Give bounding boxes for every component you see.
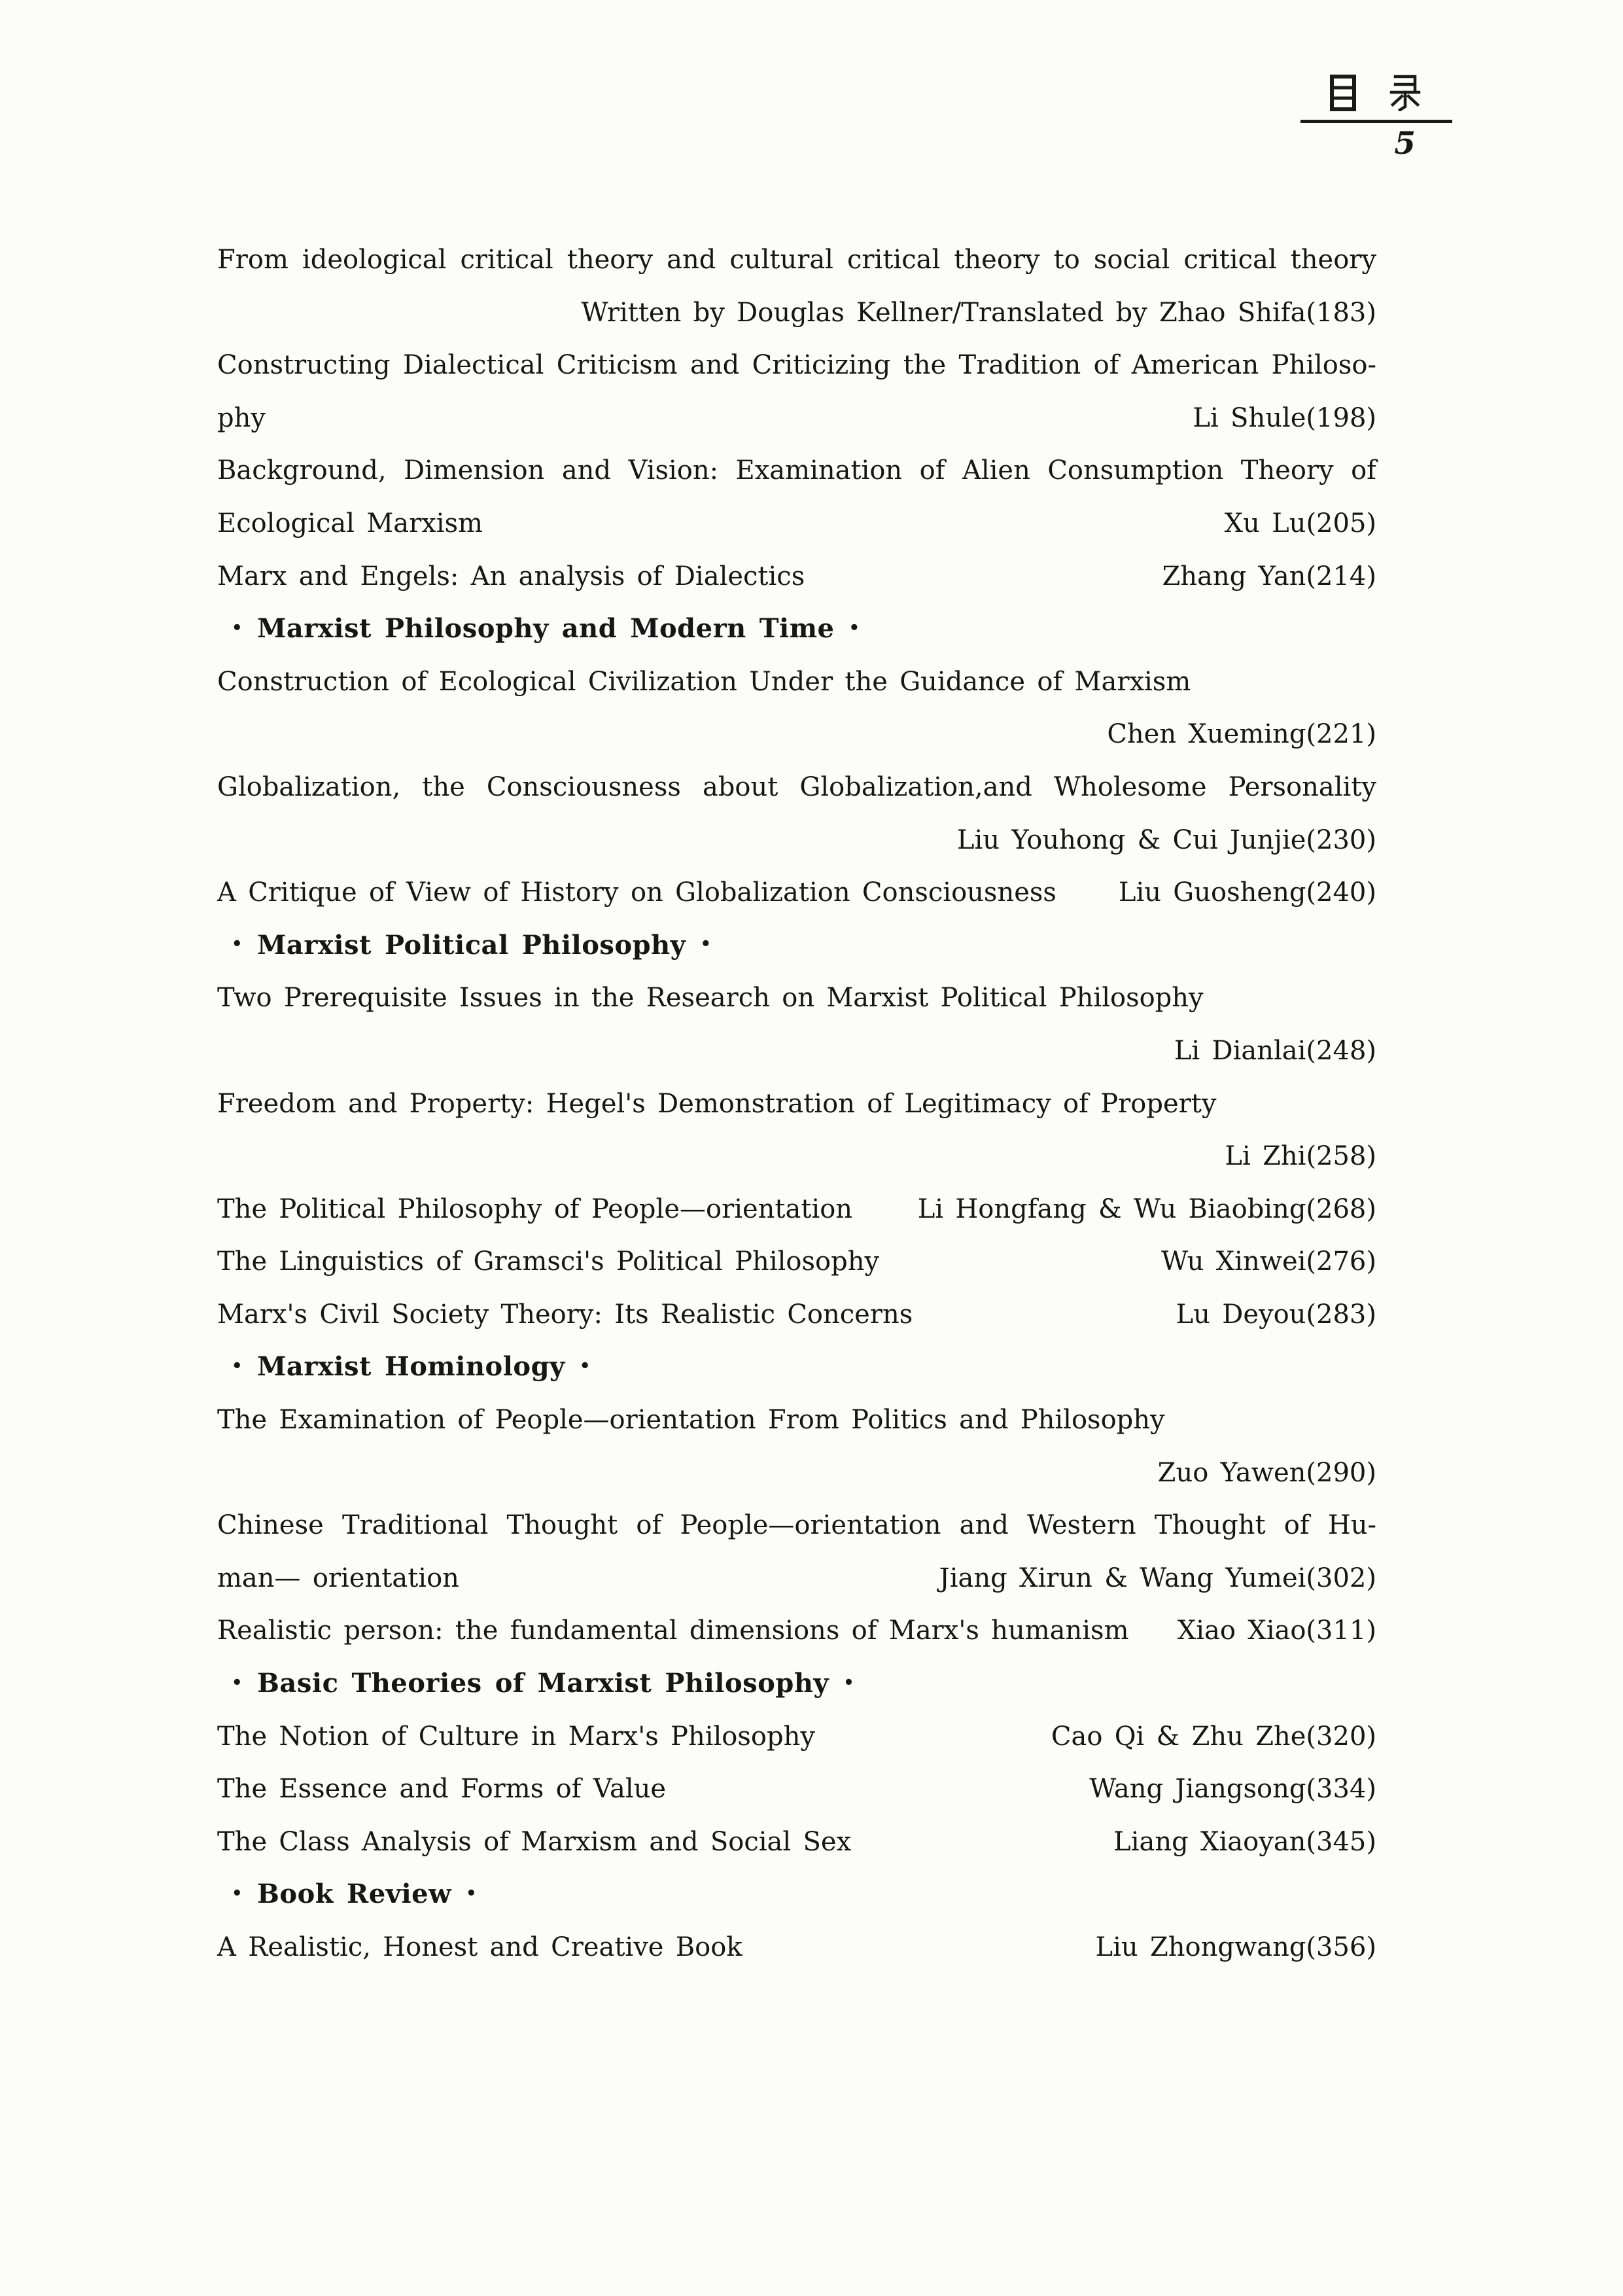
- toc-entry-title: The Notion of Culture in Marx's Philosophy: [217, 1721, 815, 1752]
- toc-entry: Constructing Dialectical Criticism and Criticizing the Tradition of American Philoso-: [217, 350, 1376, 381]
- toc-entry-author: Li Zhi(258): [1225, 1141, 1376, 1172]
- toc-entry: [217, 1183, 1376, 1236]
- toc-entry: Chinese Traditional Thought of People—orientation and Western Thought of Hu-: [217, 1510, 1376, 1541]
- bullet-dot: •: [232, 618, 243, 638]
- toc-entry-author: Chen Xueming(221): [1107, 719, 1376, 750]
- bullet-dot: •: [700, 934, 712, 955]
- toc-section-header: [217, 603, 1376, 656]
- mu-character-glyph: [1327, 75, 1360, 111]
- header-underline: [1300, 120, 1452, 123]
- toc-section-title: Marxist Political Philosophy: [257, 929, 686, 961]
- toc-entry-author: Cao Qi & Zhu Zhe(320): [1051, 1721, 1376, 1752]
- toc-entry: [217, 1288, 1376, 1341]
- lu-character-glyph: [1385, 73, 1425, 111]
- toc-entry-author: Li Dianlai(248): [1174, 1035, 1376, 1066]
- toc-entry-author: Zuo Yawen(290): [1157, 1457, 1376, 1488]
- toc-entry-title: phy: [217, 402, 266, 433]
- toc-entry-author: Jiang Xirun & Wang Yumei(302): [939, 1563, 1376, 1593]
- toc-entry-title: The Linguistics of Gramsci's Political Philosophy: [217, 1246, 880, 1277]
- toc-entry: The Examination of People—orientation From Politics and Philosophy: [217, 1405, 1165, 1436]
- toc-entry-title: Ecological Marxism: [217, 508, 483, 539]
- toc-entry-title: The Essence and Forms of Value: [217, 1774, 667, 1805]
- toc-entry-author: Wu Xinwei(276): [1161, 1246, 1376, 1277]
- toc-entry-author: Zhang Yan(214): [1162, 561, 1376, 592]
- toc-section-header: [217, 1868, 1376, 1921]
- toc-entry: [217, 550, 1376, 603]
- toc-entry: [217, 1921, 1376, 1974]
- bullet-dot: •: [232, 1672, 243, 1693]
- toc-section-header: [217, 1341, 1376, 1394]
- contents-header: [1300, 75, 1452, 162]
- bullet-dot: •: [466, 1884, 478, 1904]
- toc-entry: Two Prerequisite Issues in the Research on Marxist Political Philosophy: [217, 983, 1204, 1014]
- toc-entry-author: Liu Guosheng(240): [1118, 877, 1376, 908]
- toc-entry-author: Written by Douglas Kellner/Translated by Zhao Shifa(183): [581, 297, 1376, 328]
- bullet-dot: •: [232, 934, 243, 955]
- bullet-dot: •: [579, 1356, 591, 1377]
- toc-entry: Freedom and Property: Hegel's Demonstration of Legitimacy of Property: [217, 1088, 1217, 1119]
- toc-entry-author: Xiao Xiao(311): [1177, 1616, 1376, 1646]
- toc-entry: Globalization, the Consciousness about Globalization,and Wholesome Personality: [217, 771, 1376, 802]
- toc-entry: From ideological critical theory and cultural critical theory to social critical theory: [217, 245, 1376, 275]
- toc-entry: [217, 1763, 1376, 1816]
- toc-entry-title: Realistic person: the fundamental dimensions of Marx's humanism: [217, 1616, 1129, 1646]
- contents-title: [1300, 75, 1452, 111]
- toc-entry: [217, 1710, 1376, 1763]
- toc-entry-author: Lu Deyou(283): [1176, 1299, 1376, 1330]
- toc-entry-author: Xu Lu(205): [1224, 508, 1376, 539]
- toc-entry: Background, Dimension and Vision: Examination of Alien Consumption Theory of: [217, 455, 1376, 486]
- toc-entry-title: Marx's Civil Society Theory: Its Realistic Concerns: [217, 1299, 913, 1330]
- toc-entry-author: Wang Jiangsong(334): [1089, 1774, 1376, 1805]
- bullet-dot: •: [232, 1884, 243, 1904]
- toc-entry-title: The Class Analysis of Marxism and Social Sex: [217, 1826, 852, 1857]
- toc-entry: [217, 1235, 1376, 1288]
- toc-entry: [217, 1552, 1376, 1605]
- toc-section-title: Marxist Philosophy and Modern Time: [257, 613, 835, 645]
- toc-section-title: Basic Theories of Marxist Philosophy: [257, 1668, 829, 1699]
- toc-entry-title: A Realistic, Honest and Creative Book: [217, 1932, 742, 1962]
- bullet-dot: •: [848, 618, 860, 638]
- toc-entry-author: Liang Xiaoyan(345): [1113, 1826, 1376, 1857]
- toc-entry-title: The Political Philosophy of People—orientation: [217, 1193, 853, 1224]
- toc-entry-author: Liu Zhongwang(356): [1095, 1932, 1376, 1962]
- bullet-dot: •: [232, 1356, 243, 1377]
- toc-entry: [217, 866, 1376, 919]
- toc-entry-title: A Critique of View of History on Globalization Consciousness: [217, 877, 1056, 908]
- toc-section-header: [217, 1657, 1376, 1710]
- page-number: 5: [1394, 126, 1416, 162]
- toc-section-title: Book Review: [257, 1879, 452, 1910]
- bullet-dot: •: [843, 1672, 855, 1693]
- toc-list: [217, 234, 1376, 1974]
- toc-section-title: Marxist Hominology: [257, 1351, 565, 1383]
- toc-entry: [217, 392, 1376, 445]
- toc-section-header: [217, 919, 1376, 972]
- toc-entry: [217, 1604, 1376, 1657]
- toc-entry-author: Liu Youhong & Cui Junjie(230): [956, 824, 1376, 855]
- toc-entry: [217, 497, 1376, 550]
- toc-entry-author: Li Hongfang & Wu Biaobing(268): [917, 1193, 1376, 1224]
- toc-entry-title: man— orientation: [217, 1563, 459, 1593]
- toc-entry-title: Marx and Engels: An analysis of Dialectics: [217, 561, 805, 592]
- toc-entry: [217, 1816, 1376, 1869]
- toc-entry: Construction of Ecological Civilization Under the Guidance of Marxism: [217, 666, 1191, 697]
- toc-entry-author: Li Shule(198): [1193, 402, 1376, 433]
